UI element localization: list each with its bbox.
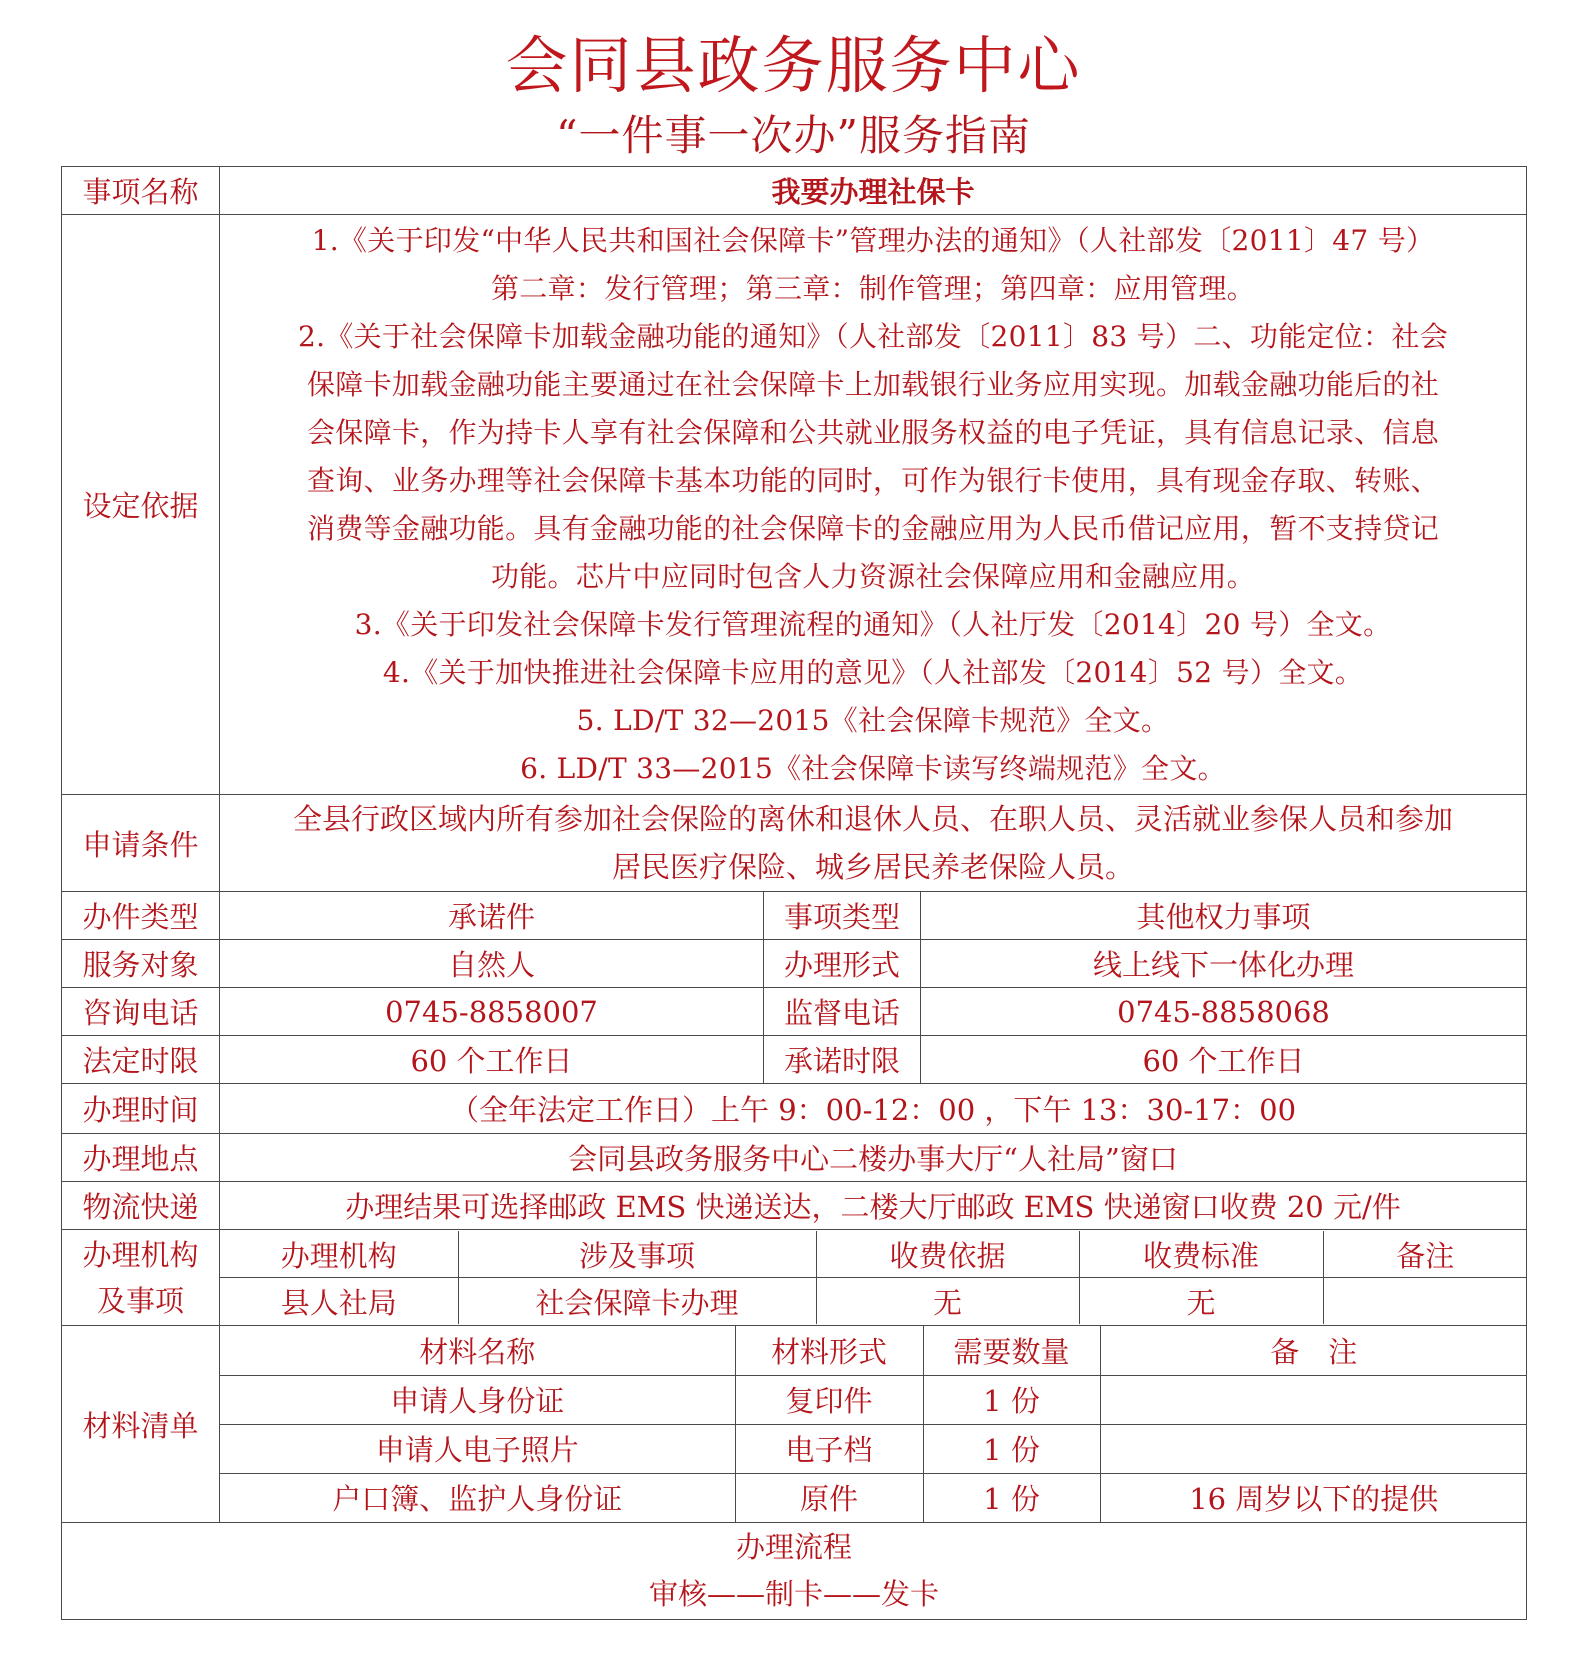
basis-line: 4.《关于加快推进社会保障卡应用的意见》（人社部发〔2014〕52 号）全文。: [382, 655, 1364, 689]
agency-header-row: [220, 1231, 1527, 1278]
agency-cell: 无: [1079, 1278, 1323, 1325]
location-row: [62, 1134, 1527, 1182]
basis-line: 2.《关于社会保障卡加载金融功能的通知》（人社部发〔2011〕83 号）二、功能定位：社会: [298, 319, 1449, 353]
material-form: 电子档: [735, 1424, 923, 1473]
agency-col-header: 收费依据: [816, 1231, 1079, 1278]
materials-table-cell: [220, 1326, 1527, 1523]
process-row: [62, 1523, 1527, 1620]
document-subtitle: “一件事一次办”服务指南: [556, 111, 1031, 160]
agency-cell: 县人社局: [220, 1278, 458, 1325]
materials-header-row: [220, 1326, 1527, 1375]
material-note: [1100, 1424, 1527, 1473]
materials-data-row: [220, 1375, 1527, 1424]
conditions-line: 全县行政区域内所有参加社会保险的离休和退休人员、在职人员、灵活就业参保人员和参加: [293, 802, 1454, 836]
agency-col-header: 收费标准: [1079, 1231, 1323, 1278]
service-guide-table: [61, 166, 1527, 1620]
pair-row: [62, 988, 1527, 1036]
agency-col-header: 涉及事项: [458, 1231, 816, 1278]
basis-line: 5. LD/T 32—2015《社会保障卡规范》全文。: [576, 703, 1170, 737]
materials-data-row: [220, 1424, 1527, 1473]
materials-data-row: [220, 1473, 1527, 1522]
agency-table: [220, 1231, 1527, 1324]
material-quantity: 1 份: [923, 1473, 1100, 1522]
pair-row: [62, 940, 1527, 988]
basis-line: 第二章：发行管理；第三章：制作管理；第四章：应用管理。: [490, 271, 1256, 305]
item-name-label: 事项名称: [62, 167, 220, 215]
basis-row: [62, 215, 1527, 795]
promised-limit-value: 60 个工作日: [921, 1036, 1527, 1084]
legal-limit-label: 法定时限: [62, 1036, 220, 1084]
agency-row: [62, 1230, 1527, 1326]
material-name: 户口簿、监护人身份证: [220, 1473, 735, 1522]
basis-line: 功能。芯片中应同时包含人力资源社会保障应用和金融应用。: [490, 559, 1256, 593]
materials-row: [62, 1326, 1527, 1523]
item-type-value: 其他权力事项: [921, 892, 1527, 940]
material-form: 原件: [735, 1473, 923, 1522]
service-target-label: 服务对象: [62, 940, 220, 988]
case-type-label: 办件类型: [62, 892, 220, 940]
agency-cell: 社会保障卡办理: [458, 1278, 816, 1325]
supervise-phone-value: 0745-8858068: [921, 988, 1527, 1036]
material-form: 复印件: [735, 1375, 923, 1424]
basis-line: 会保障卡，作为持卡人享有社会保障和公共就业服务权益的电子凭证，具有信息记录、信息: [307, 415, 1440, 449]
hours-value: （全年法定工作日）上午 9：00-12：00 ，下午 13：30-17：00: [220, 1084, 1527, 1134]
agency-cell: 无: [816, 1278, 1079, 1325]
material-note: 16 周岁以下的提供: [1100, 1473, 1527, 1522]
consult-phone-value: 0745-8858007: [220, 988, 764, 1036]
logistics-label: 物流快递: [62, 1182, 220, 1230]
process-cell: [62, 1523, 1527, 1620]
agency-label-line: 及事项: [96, 1283, 184, 1318]
agency-data-row: [220, 1278, 1527, 1325]
agency-label: [62, 1230, 220, 1326]
hours-row: [62, 1084, 1527, 1134]
materials-col-header: 材料名称: [220, 1326, 735, 1375]
document-title: 会同县政务服务中心: [505, 29, 1082, 102]
conditions-label: 申请条件: [62, 795, 220, 892]
basis-line: 6. LD/T 33—2015《社会保障卡读写终端规范》全文。: [520, 751, 1226, 785]
pair-row: [62, 892, 1527, 940]
handling-form-label: 办理形式: [764, 940, 921, 988]
materials-label: 材料清单: [62, 1326, 220, 1523]
material-quantity: 1 份: [923, 1375, 1100, 1424]
logistics-value: 办理结果可选择邮政 EMS 快递送达，二楼大厅邮政 EMS 快递窗口收费 20 元/件: [220, 1182, 1527, 1230]
agency-label-line: 办理机构: [82, 1237, 199, 1272]
legal-limit-value: 60 个工作日: [220, 1036, 764, 1084]
materials-table: [220, 1326, 1527, 1522]
materials-col-header: 需要数量: [923, 1326, 1100, 1375]
hours-label: 办理时间: [62, 1084, 220, 1134]
material-note: [1100, 1375, 1527, 1424]
logistics-row: [62, 1182, 1527, 1230]
item-name-row: [62, 167, 1527, 215]
materials-col-header: 材料形式: [735, 1326, 923, 1375]
material-name: 申请人身份证: [220, 1375, 735, 1424]
basis-content: [220, 215, 1527, 795]
service-target-value: 自然人: [220, 940, 764, 988]
conditions-content: [220, 795, 1527, 892]
document-header: [0, 0, 1587, 166]
process-title: 办理流程: [736, 1530, 853, 1564]
basis-label: 设定依据: [62, 215, 220, 795]
agency-col-header: 备注: [1323, 1231, 1527, 1278]
case-type-value: 承诺件: [220, 892, 764, 940]
agency-table-cell: [220, 1230, 1527, 1326]
location-value: 会同县政务服务中心二楼办事大厅“人社局”窗口: [220, 1134, 1527, 1182]
basis-line: 查询、业务办理等社会保障卡基本功能的同时，可作为银行卡使用，具有现金存取、转账、: [307, 463, 1440, 497]
conditions-row: [62, 795, 1527, 892]
process-steps: 审核——制卡——发卡: [649, 1577, 940, 1611]
item-name-value: 我要办理社保卡: [220, 167, 1527, 215]
basis-line: 保障卡加载金融功能主要通过在社会保障卡上加载银行业务应用实现。加载金融功能后的社: [307, 367, 1440, 401]
material-quantity: 1 份: [923, 1424, 1100, 1473]
item-type-label: 事项类型: [764, 892, 921, 940]
basis-line: 消费等金融功能。具有金融功能的社会保障卡的金融应用为人民币借记应用，暂不支持贷记: [307, 511, 1440, 545]
promised-limit-label: 承诺时限: [764, 1036, 921, 1084]
consult-phone-label: 咨询电话: [62, 988, 220, 1036]
supervise-phone-label: 监督电话: [764, 988, 921, 1036]
agency-col-header: 办理机构: [220, 1231, 458, 1278]
agency-cell: [1323, 1278, 1527, 1325]
material-name: 申请人电子照片: [220, 1424, 735, 1473]
basis-line: 1.《关于印发“中华人民共和国社会保障卡”管理办法的通知》（人社部发〔2011〕47 号）: [311, 223, 1435, 257]
handling-form-value: 线上线下一体化办理: [921, 940, 1527, 988]
pair-row: [62, 1036, 1527, 1084]
materials-col-header: 备 注: [1100, 1326, 1527, 1375]
location-label: 办理地点: [62, 1134, 220, 1182]
conditions-line: 居民医疗保险、城乡居民养老保险人员。: [612, 850, 1135, 884]
basis-line: 3.《关于印发社会保障卡发行管理流程的通知》（人社厅发〔2014〕20 号）全文。: [354, 607, 1392, 641]
